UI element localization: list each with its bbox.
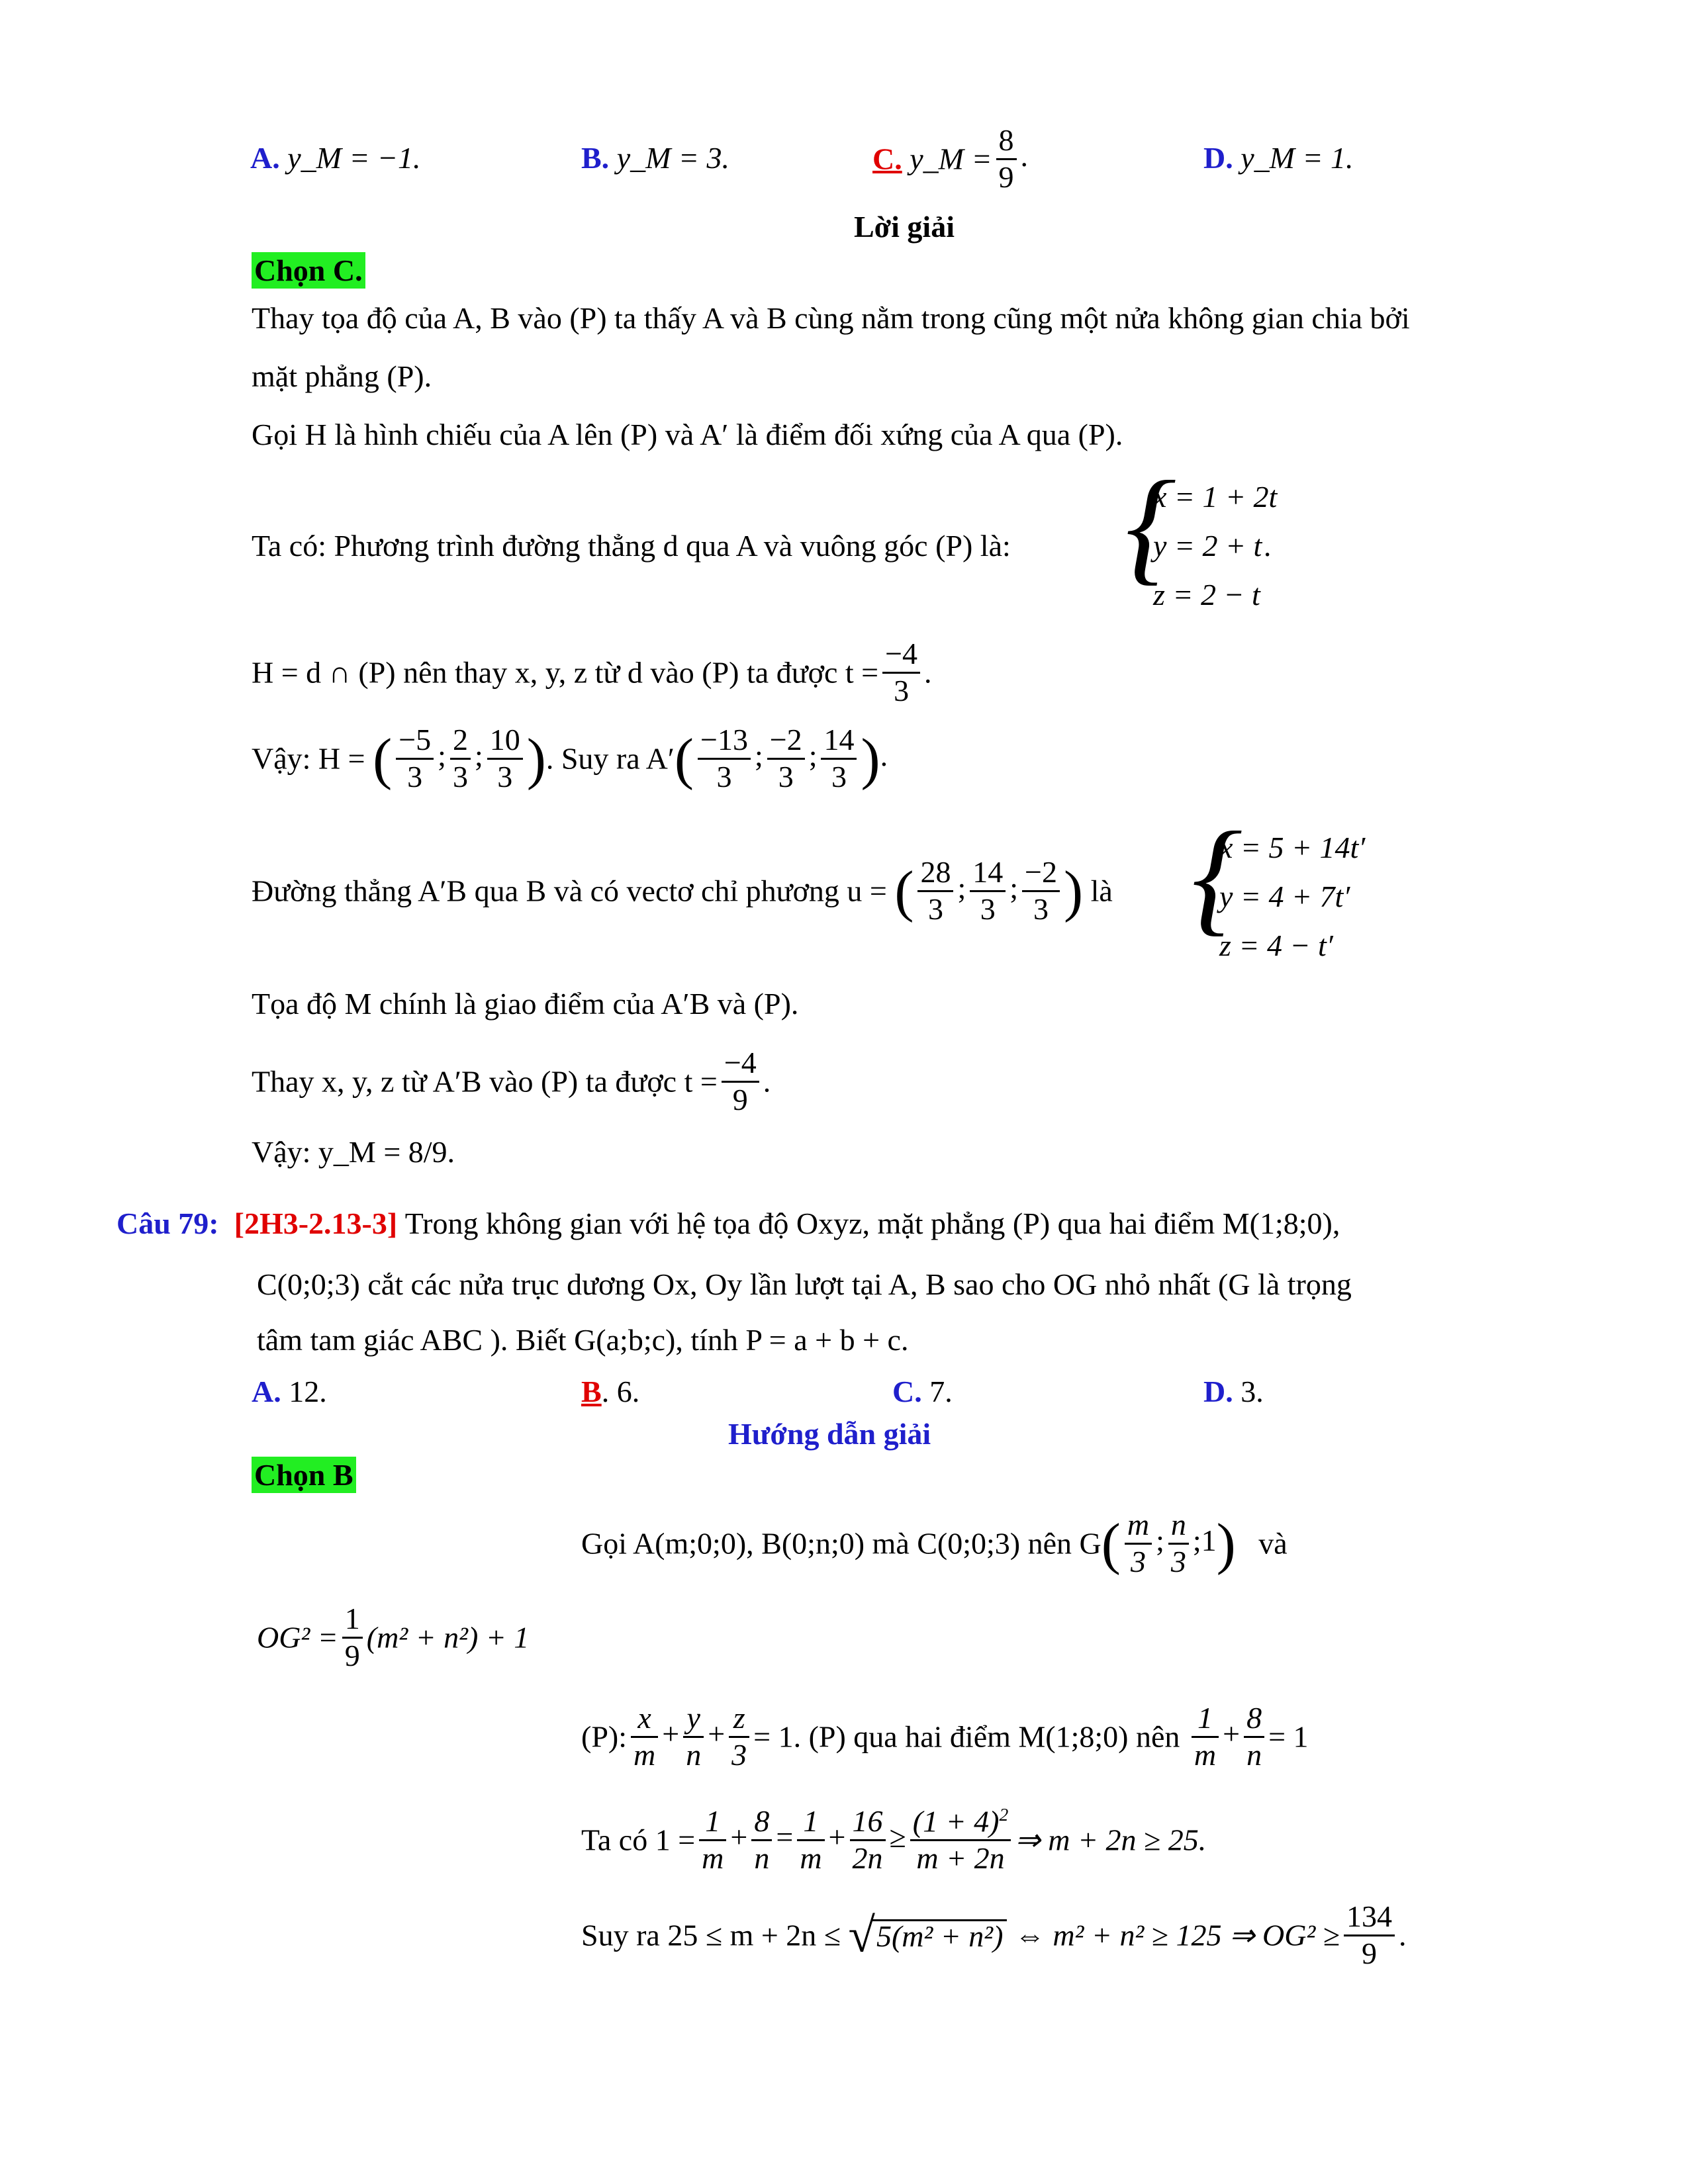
q78-para-6: Đường thẳng A′B qua B và có vectơ chỉ phương u = ( $\frac{28}{3}$ ; $\frac{14}{3}$ ; $\frac{-2}{3}$ ) là <box>252 855 1113 926</box>
q79-guide-5: Suy ra 25 ≤ m + 2n ≤ √5(m² + n²) ⇔ m² + n² ≥ 125 ⇒ OG² ≥ $\frac{134}{9}$ . <box>581 1899 1407 1970</box>
q78-option-c: C. y_M = $\frac{8}{9}$ . <box>872 123 1029 194</box>
choose-answer-b: Chọn B <box>252 1460 356 1490</box>
q79-option-d: D. 3. <box>1203 1375 1264 1408</box>
q78-para-8: Thay x, y, z từ A′B vào (P) ta được t = $\frac{-4}{9}$ . <box>252 1046 771 1116</box>
q78-option-b: B. y_M = 3. <box>581 141 729 175</box>
q78-option-a: A. y_M = −1. <box>250 141 421 175</box>
q78-option-d: D. y_M = 1. <box>1203 141 1354 175</box>
q78-para-3: Ta có: Phương trình đường thẳng d qua A và vuông góc (P) là: <box>252 529 1011 563</box>
q78-para-7: Tọa độ M chính là giao điểm của A′B và (P). <box>252 987 799 1021</box>
q79-option-a: A. 12. <box>252 1375 327 1408</box>
q79-text-1: Câu 79: [2H3-2.13-3] Trong không gian với hệ tọa độ Oxyz, mặt phẳng (P) qua hai điểm M(1;8;0), <box>117 1206 1340 1240</box>
q79-text-2: C(0;0;3) cắt các nửa trục dương Ox, Oy lần lượt tại A, B sao cho OG nhỏ nhất (G là trọng <box>257 1267 1352 1301</box>
q78-para-9: Vậy: y_M = 8/9. <box>252 1135 455 1169</box>
solution-title: Lời giải <box>854 210 955 244</box>
q79-option-c: C. 7. <box>892 1375 953 1408</box>
guide-title: Hướng dẫn giải <box>728 1417 931 1451</box>
q79-option-b: B. 6. <box>581 1375 640 1408</box>
q79-guide-4: Ta có 1 = $\frac{1}{m}$ + $\frac{8}{n}$ = $\frac{1}{m}$ + $\frac{16}{2n}$ ≥ $\frac{(1 + 4)^2}{m + 2n}$ ⇒ m + 2n ≥ 25. <box>581 1804 1207 1876</box>
q79-guide-3: (P): $\frac{x}{m}$ + $\frac{y}{n}$ + $\frac{z}{3}$ = 1. (P) qua hai điểm M(1;8;0) nên $\frac{1}{m}$ + $\frac{8}{n}$ = 1 <box>581 1701 1309 1772</box>
q79-text-3: tâm tam giác ABC ). Biết G(a;b;c), tính P = a + b + c. <box>257 1323 909 1357</box>
q78-para-4: H = d ∩ (P) nên thay x, y, z từ d vào (P) ta được t = $\frac{-4}{3}$ . <box>252 637 932 707</box>
q78-para-2: Gọi H là hình chiếu của A lên (P) và A′ là điểm đối xứng của A qua (P). <box>252 418 1123 451</box>
q79-guide-2: OG² = $\frac{1}{9}$ (m² + n²) + 1 <box>257 1602 530 1672</box>
q78-para-1b: mặt phẳng (P). <box>252 359 432 393</box>
q79-guide-1: Gọi A(m;0;0), B(0;n;0) mà C(0;0;3) nên G( $\frac{m}{3}$ ; $\frac{n}{3}$ ;1) và <box>581 1508 1288 1578</box>
q78-para-5: Vậy: H = ( $\frac{-5}{3}$ ; $\frac{2}{3}$ ; $\frac{10}{3}$ ). Suy ra A′( $\frac{-13}{3}$ ; $\frac{-2}{3}$ ; $\frac{14}{3}$ ). <box>252 723 888 794</box>
choose-answer-c: Chọn C. <box>252 255 365 286</box>
q78-para-1: Thay tọa độ của A, B vào (P) ta thấy A và B cùng nằm trong cũng một nửa không gian chia bởi <box>252 301 1410 335</box>
